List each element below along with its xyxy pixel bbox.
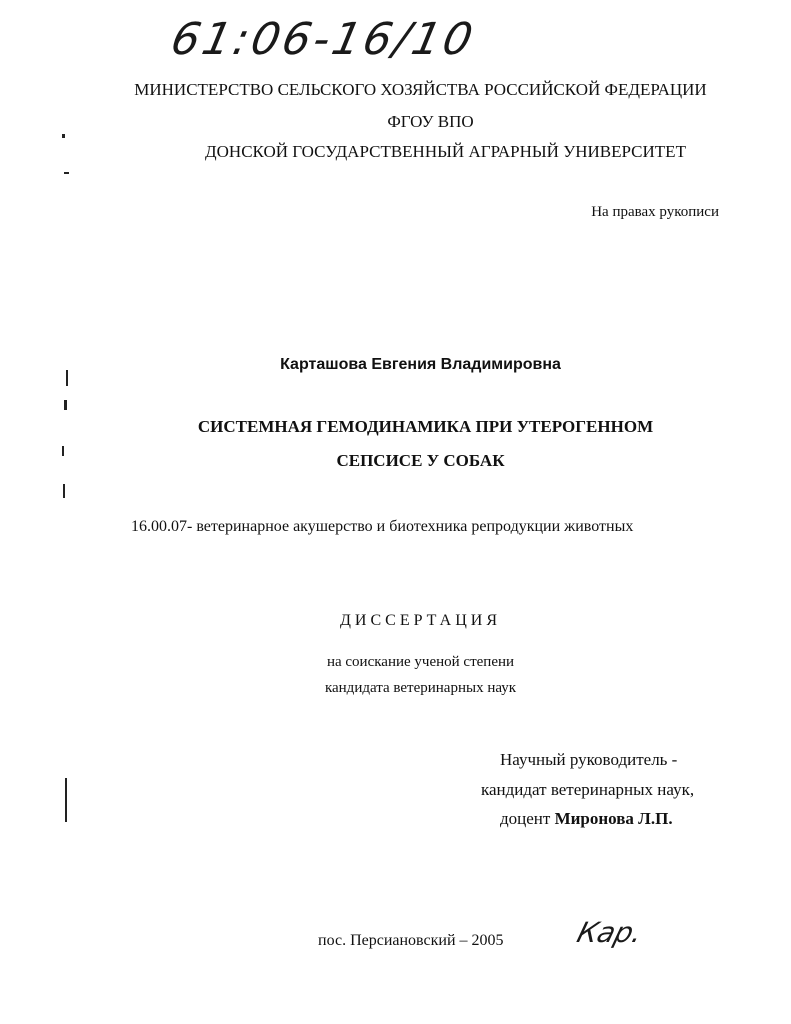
thesis-title-line1: СИСТЕМНАЯ ГЕМОДИНАМИКА ПРИ УТЕРОГЕННОМ bbox=[197, 417, 654, 436]
supervisor-rank: доцент bbox=[500, 809, 551, 828]
author-name: Карташова Евгения Владимировна bbox=[280, 356, 561, 373]
margin-mark bbox=[64, 172, 69, 174]
thesis-title-line2: СЕПСИСЕ У СОБАК bbox=[336, 451, 505, 470]
ministry-heading: МИНИСТЕРСТВО СЕЛЬСКОГО ХОЗЯЙСТВА РОССИЙСКОЙ ФЕДЕРАЦИИ bbox=[134, 80, 707, 99]
supervisor-title bbox=[500, 809, 673, 829]
margin-mark bbox=[62, 134, 65, 138]
supervisor-label: Научный руководитель - bbox=[500, 750, 678, 769]
margin-mark bbox=[64, 400, 67, 410]
degree-line2: кандидата ветеринарных наук bbox=[324, 680, 517, 696]
margin-mark bbox=[62, 446, 64, 456]
specialty-code: 16.00.07- ветеринарное акушерство и биотехника репродукции животных bbox=[131, 518, 634, 535]
supervisor-degree: кандидат ветеринарных наук, bbox=[481, 780, 695, 799]
supervisor-name: Миронова Л.П. bbox=[554, 809, 673, 828]
margin-mark bbox=[65, 778, 67, 822]
degree-line1: на соискание ученой степени bbox=[326, 654, 515, 670]
org-type: ФГОУ ВПО bbox=[387, 112, 474, 131]
signature: Кар. bbox=[573, 916, 647, 949]
document-type: ДИССЕРТАЦИЯ bbox=[340, 612, 501, 629]
margin-mark bbox=[63, 484, 65, 498]
university-name: ДОНСКОЙ ГОСУДАРСТВЕННЫЙ АГРАРНЫЙ УНИВЕРСИТЕТ bbox=[205, 142, 686, 161]
margin-mark bbox=[66, 370, 68, 386]
rights-note: На правах рукописи bbox=[591, 204, 719, 220]
place-year: пос. Персиановский – 2005 bbox=[318, 932, 504, 949]
archive-code: 61:06-16/10 bbox=[166, 14, 480, 65]
